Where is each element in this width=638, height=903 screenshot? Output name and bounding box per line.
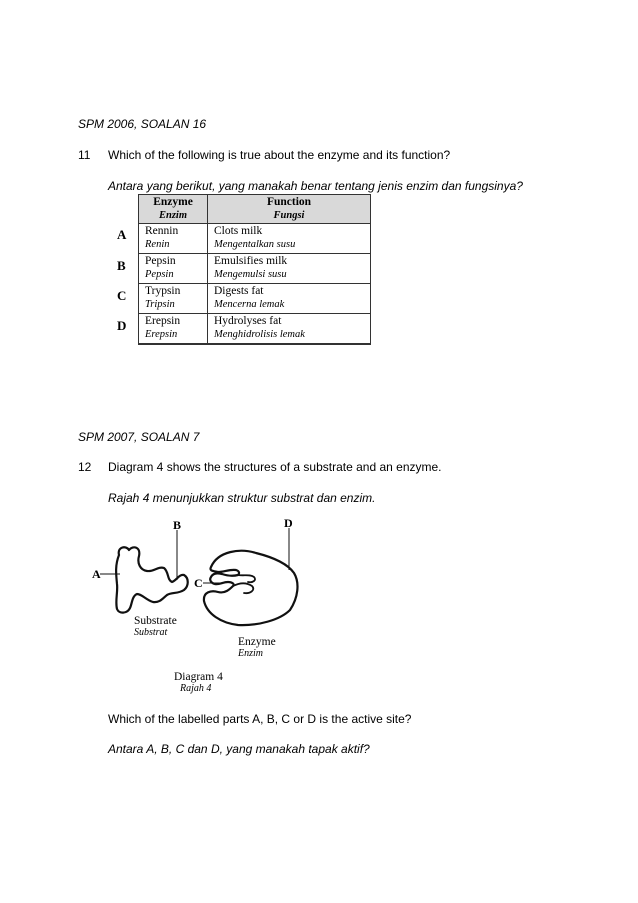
substrate-label-en: Substrate: [134, 615, 177, 627]
diagram-caption-ms: Rajah 4: [180, 683, 212, 694]
function-cell: Emulsifies milk Mengemulsi susu: [208, 254, 371, 284]
diagram-label-b: B: [173, 518, 182, 532]
q7-ask-ms: Antara A, B, C dan D, yang manakah tapak aktif?: [108, 742, 370, 756]
q16-question-ms: Antara yang berikut, yang manakah benar tentang jenis enzim dan fungsinya?: [108, 179, 523, 193]
diagram-label-c: C: [194, 576, 203, 590]
diagram-caption-en: Diagram 4: [174, 671, 223, 683]
option-label-a: A: [117, 227, 127, 242]
diagram-label-d: D: [284, 516, 293, 530]
enzyme-label: [238, 636, 276, 660]
enzyme-label-en: Enzyme: [238, 636, 276, 648]
enzyme-label-ms: Enzim: [238, 648, 263, 659]
enzyme-shape: [204, 551, 298, 625]
diagram-label-a: A: [92, 567, 101, 581]
q7-number: 12: [78, 460, 92, 474]
q7-ask-en: Which of the labelled parts A, B, C or D is the active site?: [108, 712, 412, 726]
q7-text-en: Diagram 4 shows the structures of a substrate and an enzyme.: [108, 460, 442, 474]
enzyme-cell: Pepsin Pepsin: [139, 254, 208, 284]
header-enzyme: Enzyme Enzim: [139, 195, 208, 224]
function-cell: Digests fat Mencerna lemak: [208, 284, 371, 314]
q7-source: SPM 2007, SOALAN 7: [78, 430, 200, 444]
option-label-c: C: [117, 288, 127, 303]
enzyme-cell: Rennin Renin: [139, 224, 208, 254]
enzyme-cell: Trypsin Tripsin: [139, 284, 208, 314]
enzyme-cell: Erepsin Erepsin: [139, 314, 208, 345]
q7-text-ms: Rajah 4 menunjukkan struktur substrat dan enzim.: [108, 491, 376, 505]
function-cell: Hydrolyses fat Menghidrolisis lemak: [208, 314, 371, 345]
header-function: Function Fungsi: [208, 195, 371, 224]
substrate-label: [134, 615, 177, 639]
q16-number: 11: [78, 148, 91, 162]
q16-question-en: Which of the following is true about the enzyme and its function?: [108, 148, 451, 162]
substrate-label-ms: Substrat: [134, 627, 168, 638]
function-cell: Clots milk Mengentalkan susu: [208, 224, 371, 254]
option-label-b: B: [117, 258, 126, 273]
option-label-d: D: [117, 318, 127, 333]
diagram-caption: [174, 671, 223, 695]
q16-source: SPM 2006, SOALAN 16: [78, 117, 207, 131]
